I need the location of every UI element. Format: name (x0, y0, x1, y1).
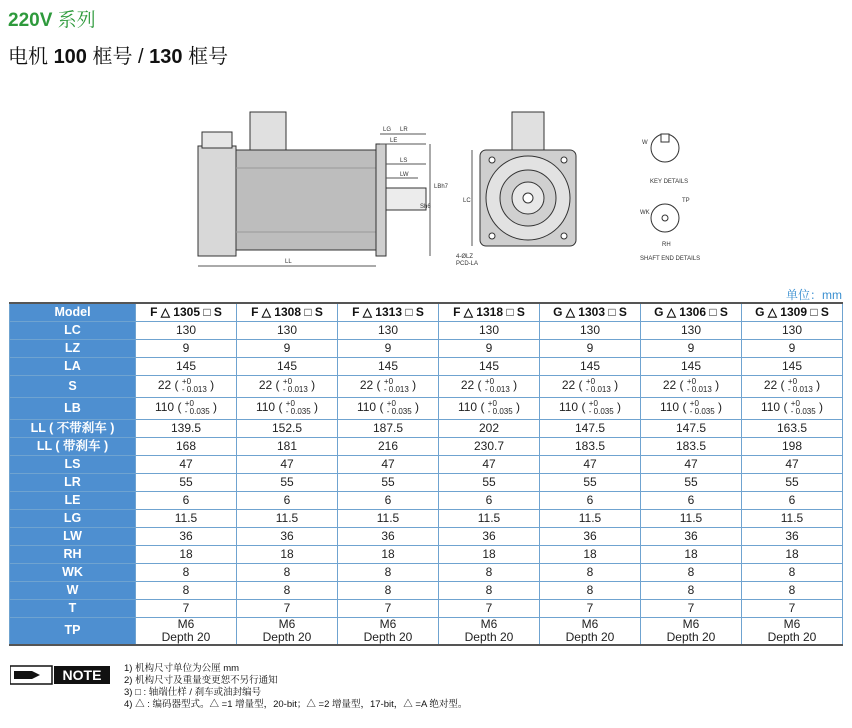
tolerance-upper: +0 (181, 377, 192, 386)
label-w: W (642, 140, 648, 146)
table-cell: 145 (540, 357, 641, 375)
table-cell: 8 (742, 563, 843, 581)
table-cell: 22 ( +0 - 0.013 ) (338, 375, 439, 397)
cell-value-line2: Depth 20 (666, 629, 716, 644)
spec-table (9, 302, 843, 646)
label-shaft-end-details: SHAFT END DETAILS (640, 256, 700, 262)
note-badge (10, 664, 110, 686)
tolerance (690, 400, 715, 416)
cell-value: 110 (760, 400, 781, 415)
table-cell: 110 ( +0 - 0.035 ) (237, 397, 338, 419)
table-cell: 8 (237, 563, 338, 581)
cell-value: 110 (154, 400, 175, 415)
table-row (10, 455, 843, 473)
table-cell: 110 ( +0 - 0.035 ) (439, 397, 540, 419)
table-cell (540, 617, 641, 645)
label-le: LE (390, 138, 398, 144)
table-cell: 9 (338, 339, 439, 357)
table-row (10, 321, 843, 339)
label-sh6: Sh6 (420, 204, 431, 210)
cell-value: 22 (460, 378, 475, 393)
tolerance (791, 400, 816, 416)
frame-subtitle (8, 40, 228, 69)
table-cell: 22 ( +0 - 0.013 ) (742, 375, 843, 397)
flange (376, 144, 386, 256)
table-cell: 7 (237, 599, 338, 617)
cell-value: 22 (258, 378, 273, 393)
table-cell: 7 (641, 599, 742, 617)
tolerance-upper: +0 (689, 399, 699, 408)
tolerance-lower: - 0.013 (585, 385, 611, 394)
model-header: Model (10, 303, 136, 321)
note-item: 3) □ : 轴端仕样 / 刹车或油封编号 (124, 687, 262, 698)
model-column-header: G △ 1306 □ S (641, 303, 742, 321)
table-cell: 47 (540, 455, 641, 473)
table-cell: 6 (338, 491, 439, 509)
table-cell: 139.5 (136, 419, 237, 437)
table-cell: 183.5 (641, 437, 742, 455)
cell-value: M6 (278, 616, 296, 631)
note-badge-label: NOTE (62, 667, 102, 683)
cell-value: M6 (379, 616, 397, 631)
tolerance-lower: - 0.013 (383, 385, 409, 394)
table-cell: 11.5 (540, 509, 641, 527)
table-cell: 36 (338, 527, 439, 545)
table-row (10, 437, 843, 455)
table-cell: 36 (237, 527, 338, 545)
table-cell: 145 (641, 357, 742, 375)
table-cell: 110 ( +0 - 0.035 ) (540, 397, 641, 419)
row-header: LW (10, 527, 136, 545)
table-cell: 9 (641, 339, 742, 357)
tolerance (185, 400, 210, 416)
table-cell: 8 (641, 581, 742, 599)
tolerance-lower: - 0.013 (484, 385, 510, 394)
table-cell (742, 617, 843, 645)
note-item: 2) 机构尺寸及重量变更恕不另行通知 (124, 675, 278, 686)
table-cell: 18 (742, 545, 843, 563)
tolerance (488, 400, 513, 416)
cell-value: 110 (356, 400, 377, 415)
table-cell: 216 (338, 437, 439, 455)
model-column-header: F △ 1308 □ S (237, 303, 338, 321)
tolerance-lower: - 0.013 (282, 385, 308, 394)
table-cell: 47 (136, 455, 237, 473)
row-header: RH (10, 545, 136, 563)
encoder-housing (198, 146, 236, 256)
table-cell: 55 (439, 473, 540, 491)
table-cell (439, 617, 540, 645)
cell-value-line2: Depth 20 (262, 629, 312, 644)
cell-value: M6 (783, 616, 801, 631)
table-cell: 47 (641, 455, 742, 473)
tolerance-lower: - 0.013 (686, 385, 712, 394)
table-row (10, 357, 843, 375)
model-column-header: F △ 1313 □ S (338, 303, 439, 321)
table-cell: 8 (439, 581, 540, 599)
series-word: 系列 (52, 10, 96, 31)
table-header-row (10, 303, 843, 321)
table-row (10, 491, 843, 509)
table-cell: 18 (540, 545, 641, 563)
row-header: LL ( 不带刹车 ) (10, 419, 136, 437)
table-cell: 8 (641, 563, 742, 581)
tolerance (589, 400, 614, 416)
table-row (10, 419, 843, 437)
table-cell: 6 (136, 491, 237, 509)
table-cell: 11.5 (742, 509, 843, 527)
table-cell: 18 (136, 545, 237, 563)
cell-value: M6 (480, 616, 498, 631)
table-cell: 163.5 (742, 419, 843, 437)
label-tp: TP (682, 198, 690, 204)
table-cell: 7 (439, 599, 540, 617)
row-header: T (10, 599, 136, 617)
table-cell: 130 (237, 321, 338, 339)
cell-value: 110 (558, 400, 579, 415)
table-cell: 181 (237, 437, 338, 455)
table-cell: 8 (338, 581, 439, 599)
table-cell: 8 (338, 563, 439, 581)
table-cell (641, 617, 742, 645)
table-cell: 36 (742, 527, 843, 545)
table-cell: 198 (742, 437, 843, 455)
label-lbh7: LBh7 (434, 184, 449, 190)
notes-list (124, 663, 467, 711)
table-cell: 22 ( +0 - 0.013 ) (136, 375, 237, 397)
table-cell (237, 617, 338, 645)
table-row (10, 581, 843, 599)
table-cell: 36 (136, 527, 237, 545)
cell-value: 110 (659, 400, 680, 415)
table-cell: 55 (136, 473, 237, 491)
table-cell: 145 (338, 357, 439, 375)
table-cell: 9 (439, 339, 540, 357)
table-row (10, 599, 843, 617)
tolerance-lower: - 0.035 (588, 407, 614, 416)
table-cell: 6 (742, 491, 843, 509)
cell-value: 22 (561, 378, 576, 393)
table-cell: 18 (439, 545, 540, 563)
subtitle-part-5: 框号 (182, 46, 229, 68)
table-cell: 130 (136, 321, 237, 339)
label-key-details: KEY DETAILS (650, 179, 689, 185)
table-cell: 7 (742, 599, 843, 617)
tolerance-upper: +0 (386, 399, 396, 408)
row-header: LB (10, 397, 136, 419)
table-cell: 36 (439, 527, 540, 545)
table-cell: 130 (540, 321, 641, 339)
table-cell: 9 (237, 339, 338, 357)
tolerance-upper: +0 (285, 399, 295, 408)
label-lr: LR (400, 127, 408, 133)
table-row (10, 563, 843, 581)
table-cell: 183.5 (540, 437, 641, 455)
cell-value: M6 (177, 616, 195, 631)
tolerance-upper: +0 (787, 377, 798, 386)
table-cell: 168 (136, 437, 237, 455)
tolerance (286, 400, 311, 416)
tolerance-upper: +0 (383, 377, 394, 386)
cell-value: 110 (457, 400, 478, 415)
table-cell: 55 (338, 473, 439, 491)
table-cell: 11.5 (338, 509, 439, 527)
table-cell: 8 (540, 563, 641, 581)
table-cell: 130 (338, 321, 439, 339)
tolerance-lower: - 0.013 (181, 385, 207, 394)
cell-value-line2: Depth 20 (363, 629, 413, 644)
tolerance-upper: +0 (588, 399, 598, 408)
table-cell: 11.5 (136, 509, 237, 527)
table-cell: 47 (237, 455, 338, 473)
tolerance-lower: - 0.035 (285, 407, 311, 416)
tolerance (384, 378, 409, 394)
label-pcd: PCD-LA (456, 261, 479, 267)
table-cell: 22 ( +0 - 0.013 ) (439, 375, 540, 397)
tolerance (283, 378, 308, 394)
table-row (10, 339, 843, 357)
subtitle-part-1: 电机 (8, 46, 54, 68)
table-cell: 110 ( +0 - 0.035 ) (136, 397, 237, 419)
label-wk: WK (640, 210, 650, 216)
tolerance-lower: - 0.035 (184, 407, 210, 416)
row-header: LR (10, 473, 136, 491)
table-row (10, 375, 843, 397)
cell-value: 22 (157, 378, 172, 393)
tolerance-lower: - 0.035 (689, 407, 715, 416)
table-cell: 22 ( +0 - 0.013 ) (540, 375, 641, 397)
table-row (10, 545, 843, 563)
table-cell: 8 (742, 581, 843, 599)
motor-body (236, 150, 376, 250)
label-rh: RH (662, 242, 671, 248)
model-column-header: G △ 1303 □ S (540, 303, 641, 321)
series-title (8, 5, 96, 32)
cell-value: 22 (359, 378, 374, 393)
tolerance-lower: - 0.035 (487, 407, 513, 416)
table-cell: 47 (439, 455, 540, 473)
table-cell: 145 (136, 357, 237, 375)
table-cell: 9 (540, 339, 641, 357)
tolerance-upper: +0 (585, 377, 596, 386)
table-cell: 8 (237, 581, 338, 599)
tolerance-upper: +0 (487, 399, 497, 408)
row-header: TP (10, 617, 136, 645)
tolerance (182, 378, 207, 394)
table-cell: 18 (338, 545, 439, 563)
table-cell: 8 (136, 563, 237, 581)
table-cell: 187.5 (338, 419, 439, 437)
row-header: W (10, 581, 136, 599)
table-cell: 145 (237, 357, 338, 375)
table-cell: 18 (237, 545, 338, 563)
row-header: LA (10, 357, 136, 375)
row-header: LE (10, 491, 136, 509)
table-body (10, 321, 843, 645)
tolerance-lower: - 0.035 (790, 407, 816, 416)
cell-value: 110 (255, 400, 276, 415)
cell-value-line2: Depth 20 (161, 629, 211, 644)
table-cell: 6 (641, 491, 742, 509)
table-cell: 152.5 (237, 419, 338, 437)
table-cell: 110 ( +0 - 0.035 ) (641, 397, 742, 419)
table-row (10, 527, 843, 545)
table-cell: 8 (136, 581, 237, 599)
cell-value: M6 (581, 616, 599, 631)
table-cell: 9 (742, 339, 843, 357)
table-cell: 230.7 (439, 437, 540, 455)
cell-value: 22 (662, 378, 677, 393)
table-cell (136, 617, 237, 645)
tolerance (586, 378, 611, 394)
table-row (10, 473, 843, 491)
label-lc: LC (463, 198, 471, 204)
row-header: WK (10, 563, 136, 581)
note-item: 4) △ : 编码器型式。△ =1 增量型，20-bit；△ =2 增量型，17-bit，△ =A 绝对型。 (124, 699, 468, 710)
tolerance-lower: - 0.035 (386, 407, 412, 416)
table-cell: 11.5 (237, 509, 338, 527)
table-cell: 6 (439, 491, 540, 509)
table-cell: 147.5 (540, 419, 641, 437)
table-cell: 11.5 (641, 509, 742, 527)
table-cell: 55 (641, 473, 742, 491)
table-cell: 7 (338, 599, 439, 617)
table-cell: 202 (439, 419, 540, 437)
series-voltage: 220V (8, 10, 53, 31)
table-cell: 7 (540, 599, 641, 617)
table-cell: 8 (439, 563, 540, 581)
table-cell: 22 ( +0 - 0.013 ) (641, 375, 742, 397)
subtitle-part-2: 100 (53, 46, 87, 68)
table-cell: 147.5 (641, 419, 742, 437)
cell-value: M6 (682, 616, 700, 631)
table-cell: 9 (136, 339, 237, 357)
motor-drawing (180, 98, 700, 278)
table-cell: 55 (540, 473, 641, 491)
table-cell (338, 617, 439, 645)
label-lw: LW (400, 172, 409, 178)
label-ll: LL (285, 259, 292, 265)
cell-value-line2: Depth 20 (565, 629, 615, 644)
row-header: LZ (10, 339, 136, 357)
table-cell: 8 (540, 581, 641, 599)
table-cell: 130 (742, 321, 843, 339)
table-cell: 11.5 (439, 509, 540, 527)
row-header: S (10, 375, 136, 397)
tolerance-upper: +0 (790, 399, 800, 408)
table-cell: 36 (641, 527, 742, 545)
label-ls: LS (400, 158, 408, 164)
tolerance-upper: +0 (184, 399, 194, 408)
tolerance-upper: +0 (484, 377, 495, 386)
table-row (10, 509, 843, 527)
tolerance (485, 378, 510, 394)
model-column-header: F △ 1305 □ S (136, 303, 237, 321)
table-cell: 36 (540, 527, 641, 545)
row-header: LG (10, 509, 136, 527)
subtitle-part-3: 框号 / (86, 46, 150, 68)
tolerance-lower: - 0.013 (787, 385, 813, 394)
cell-value-line2: Depth 20 (767, 629, 817, 644)
table-cell: 130 (439, 321, 540, 339)
row-header: LL ( 带刹车 ) (10, 437, 136, 455)
cell-value: 22 (763, 378, 778, 393)
encoder-connector (202, 132, 232, 148)
tolerance-upper: +0 (282, 377, 293, 386)
row-header: LS (10, 455, 136, 473)
tolerance (387, 400, 412, 416)
table-cell: 130 (641, 321, 742, 339)
table-cell: 6 (540, 491, 641, 509)
tolerance (687, 378, 712, 394)
table-cell: 110 ( +0 - 0.035 ) (338, 397, 439, 419)
table-cell: 110 ( +0 - 0.035 ) (742, 397, 843, 419)
table-cell: 145 (742, 357, 843, 375)
tolerance (788, 378, 813, 394)
power-connector (250, 112, 286, 150)
note-item: 1) 机构尺寸单位为公厘 mm (124, 663, 240, 674)
unit-label: 单位：mm (786, 288, 842, 302)
model-column-header: F △ 1318 □ S (439, 303, 540, 321)
table-cell: 145 (439, 357, 540, 375)
label-lz: 4-ØLZ (456, 254, 474, 260)
table-cell: 18 (641, 545, 742, 563)
table-cell: 55 (237, 473, 338, 491)
table-row (10, 617, 843, 645)
label-lg: LG (383, 127, 392, 133)
table-cell: 7 (136, 599, 237, 617)
table-cell: 22 ( +0 - 0.013 ) (237, 375, 338, 397)
subtitle-part-4: 130 (149, 46, 183, 68)
table-row (10, 397, 843, 419)
table-cell: 55 (742, 473, 843, 491)
model-column-header: G △ 1309 □ S (742, 303, 843, 321)
row-header: LC (10, 321, 136, 339)
table-cell: 6 (237, 491, 338, 509)
table-cell: 47 (742, 455, 843, 473)
table-cell: 47 (338, 455, 439, 473)
tolerance-upper: +0 (686, 377, 697, 386)
cell-value-line2: Depth 20 (464, 629, 514, 644)
